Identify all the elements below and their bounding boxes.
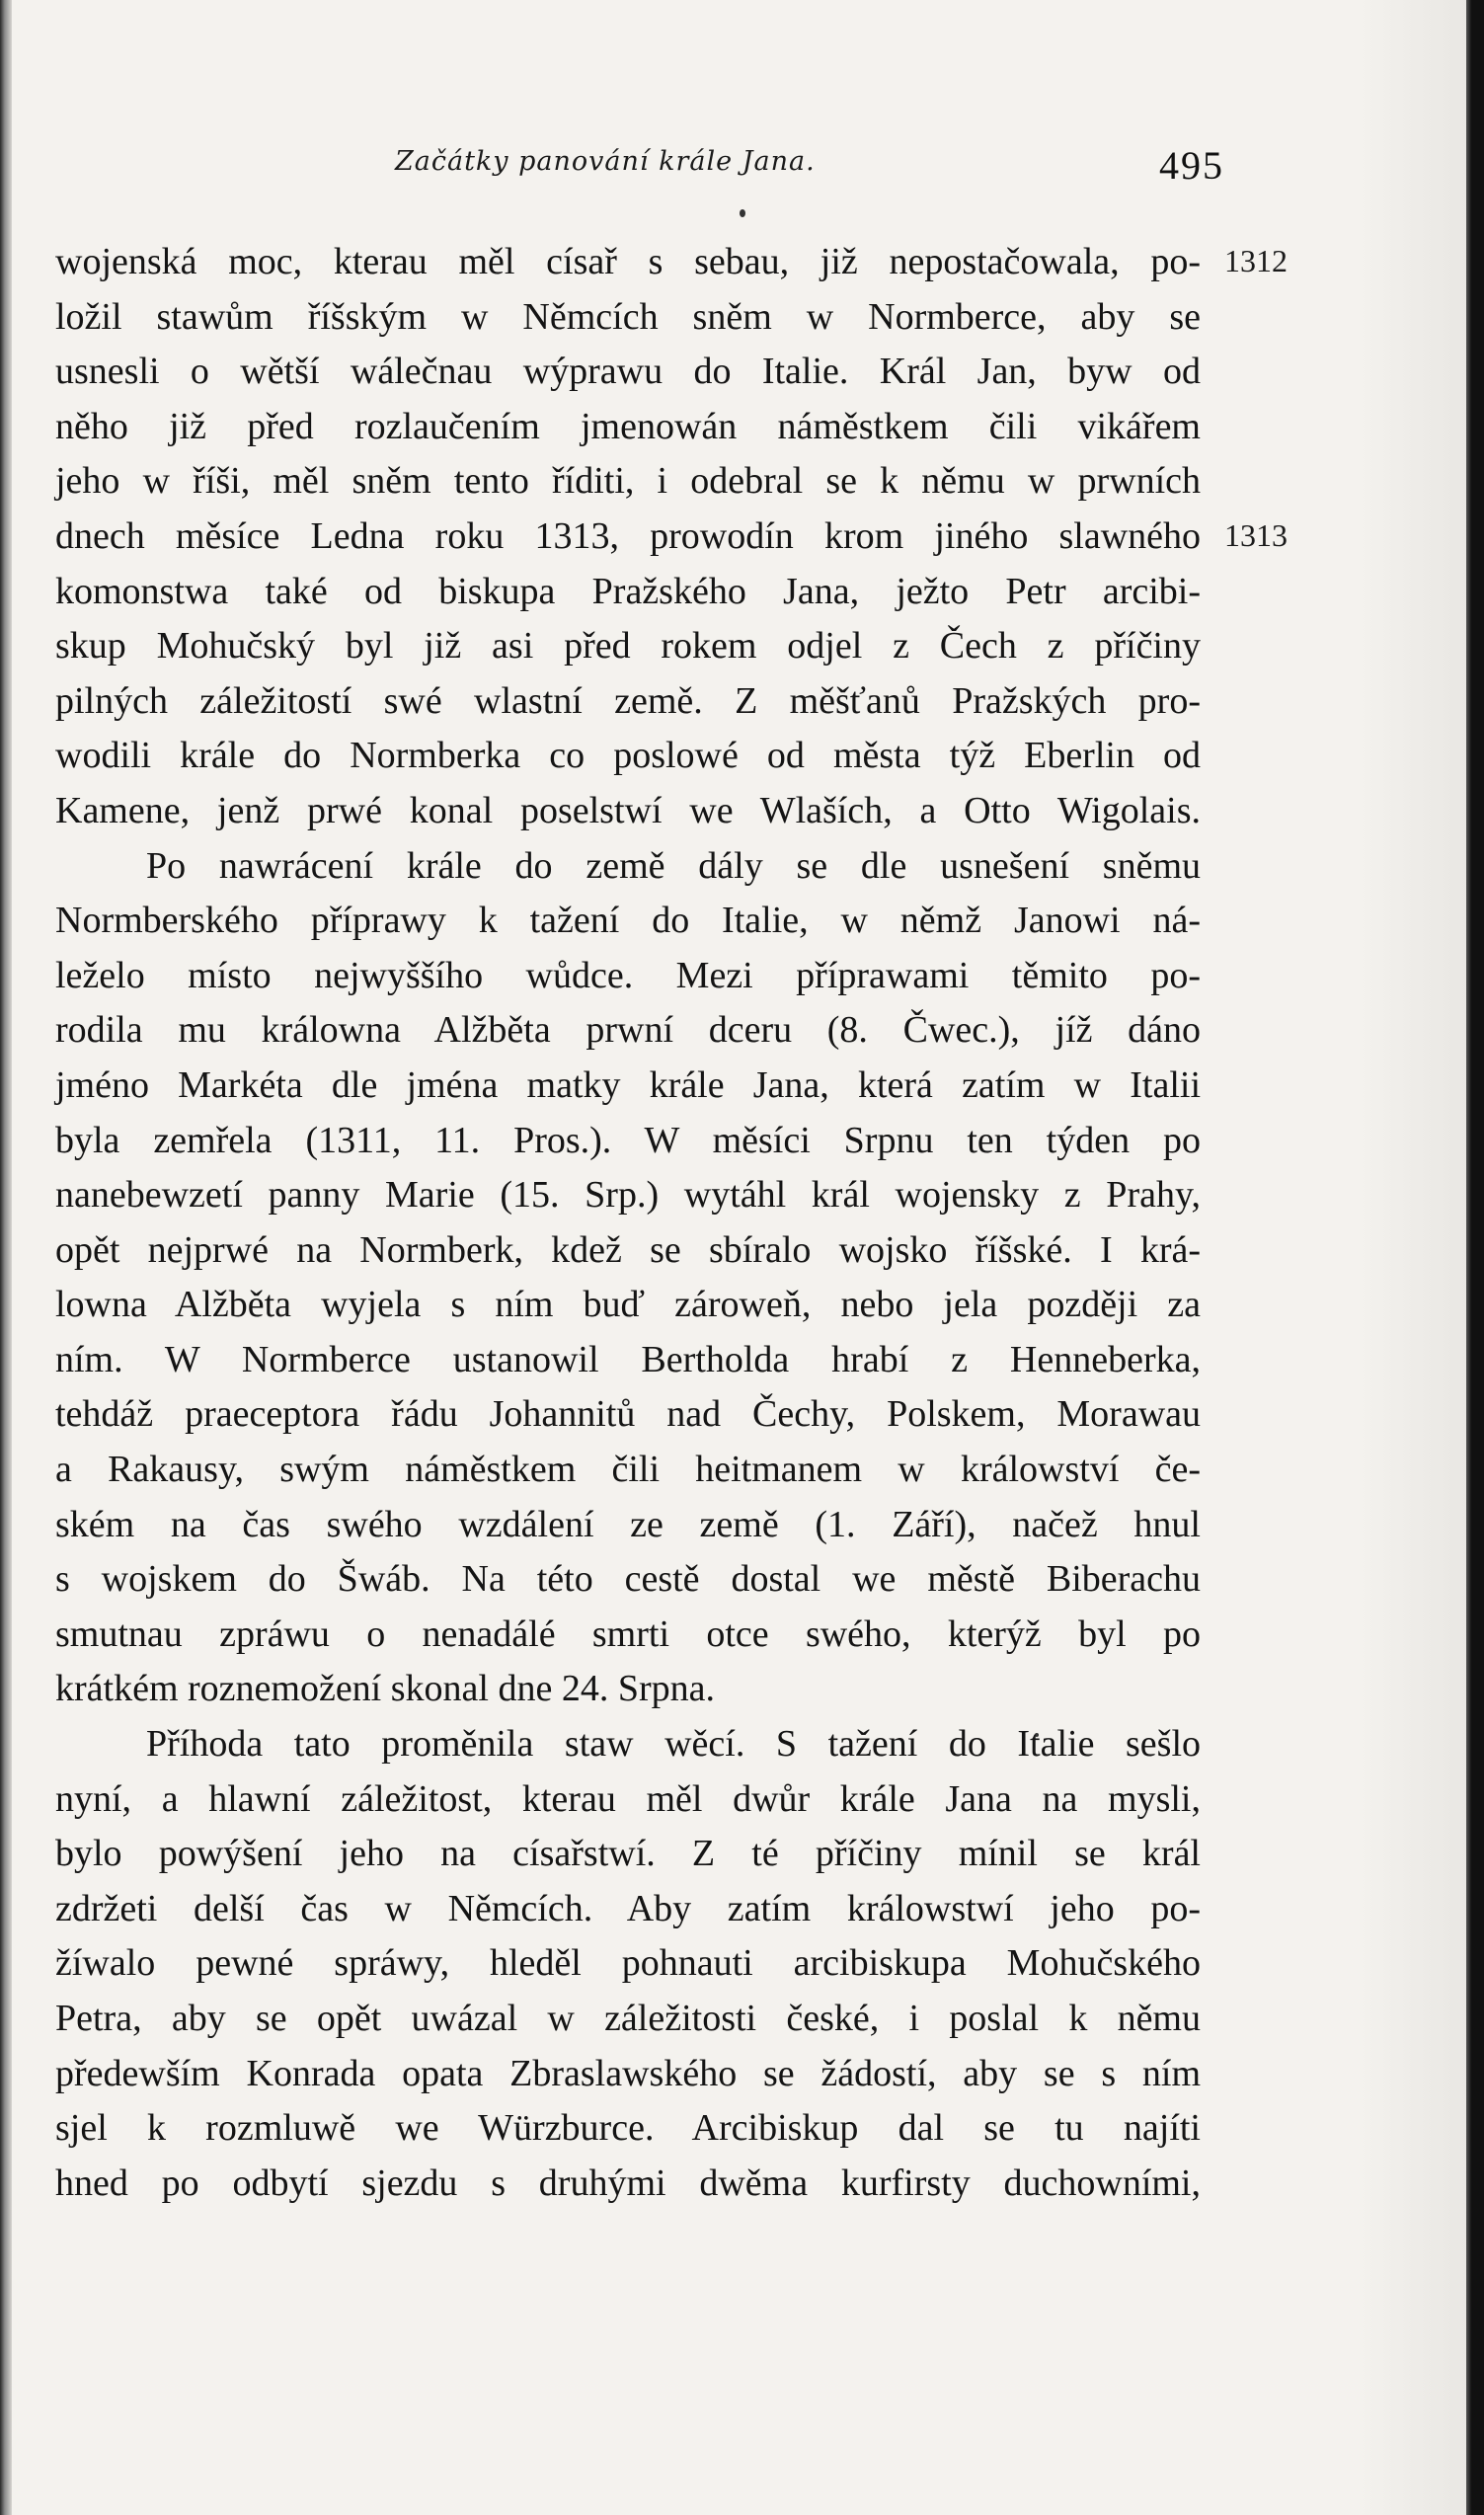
text-line: lowna Alžběta wyjela s ním buď zároweň, nebo jela později za [55,1284,1201,1326]
text-line: pilných záležitostí swé wlastní země. Z měšťanů Pražských pro- [55,679,1201,722]
text-line: bylo powýšení jeho na císařstwí. Z té příčiny mínil se král [55,1833,1201,1875]
text-line: dnech měsíce Ledna roku 1313, prowodín krom jiného slawného [55,514,1201,557]
page-number: 495 [1159,143,1224,188]
text-line: usnesli o wětší wálečnau wýprawu do Italie. Král Jan, byw od [55,351,1201,393]
text-line: leželo místo nejwyššího wůdce. Mezi příprawami těmito po- [55,954,1201,996]
text-line: jeho w říši, měl sněm tento říditi, i odebral se k němu w prwních [55,460,1201,503]
text-line: ložil stawům říšským w Němcích sněm w Normberce, aby se [55,295,1201,338]
print-speck [740,209,745,217]
text-line: rodila mu králowna Alžběta prwní dceru (8. Čwec.), jíž dáno [55,1009,1201,1052]
text-line: jméno Markéta dle jména matky krále Jana, která zatím w Italii [55,1063,1201,1106]
text-line: byla zemřela (1311, 11. Pros.). W měsíci Srpnu ten týden po [55,1119,1201,1161]
text-line: Normberského příprawy k tažení do Italie, w němž Janowi ná- [55,900,1201,942]
body-text [55,235,1201,2211]
text-line: zdržeti delší čas w Němcích. Aby zatím králowstwí jeho po- [55,1887,1201,1929]
margin-note-year: 1312 [1224,243,1288,278]
text-line: předewším Konrada opata Zbraslawského se žádostí, aby se s ním [55,2052,1201,2094]
text-line: wodili krále do Normberka co poslowé od města týž Eberlin od [55,735,1201,777]
text-line: žíwalo pewné spráwy, hleděl pohnauti arcibiskupa Mohučského [55,1942,1201,1985]
paragraph-last-line: krátkém roznemožení skonal dne 24. Srpna. [55,1668,715,1710]
page-right-edge-shadow [1466,0,1484,2515]
running-title: Začátky panování krále Jana. [395,146,816,177]
page-header [395,143,1224,196]
text-line: Kamene, jenž prwé konal poselstwí we Wlaších, a Otto Wigolais. [55,789,1201,831]
text-line: nyní, a hlawní záležitost, kterau měl dwůr krále Jana na mysli, [55,1777,1201,1820]
text-line: skup Mohučský byl již asi před rokem odjel z Čech z příčiny [55,625,1201,668]
text-line: wojenská moc, kterau měl císař s sebau, již nepostačowala, po- [55,241,1201,282]
text-line: ním. W Normberce ustanowil Bertholda hrabí z Henneberka, [55,1338,1201,1380]
text-line: s wojskem do Šwáb. Na této cestě dostal we městě Biberachu [55,1558,1201,1601]
text-line: Petra, aby se opět uwázal w záležitosti české, i poslal k němu [55,1998,1201,2039]
text-line: tehdáž praeceptora řádu Johannitů nad Čechy, Polskem, Morawau [55,1393,1201,1436]
paragraph-first-line: Po nawrácení krále do země dály se dle usnešení sněmu [146,844,1201,887]
text-line: hned po odbytí sjezdu s druhými dwěma kurfirsty duchowními, [55,2161,1201,2204]
text-line: něho již před rozlaučením jmenowán náměstkem čili vikářem [55,405,1201,447]
margin-note-year: 1313 [1224,517,1288,553]
page-right-margin [1358,0,1466,2515]
text-line: sjel k rozmluwě we Würzburce. Arcibiskup dal se tu najíti [55,2107,1201,2150]
text-line: smutnau zpráwu o nenadálé smrti otce swého, kterýž byl po [55,1612,1201,1655]
paragraph-first-line: Příhoda tato proměnila staw wěcí. S tažení do Italie sešlo [146,1723,1201,1766]
text-line: opět nejprwé na Normberk, kdež se sbíralo wojsko říšské. I krá- [55,1228,1201,1271]
text-line: a Rakausy, swým náměstkem čili heitmanem w králowství če- [55,1449,1201,1491]
page-left-edge-shadow [0,0,12,2515]
text-line: komonstwa také od biskupa Pražského Jana, ježto Petr arcibi- [55,570,1201,612]
text-line: ském na čas swého wzdálení ze země (1. Září), načež hnul [55,1503,1201,1545]
text-line: nanebewzetí panny Marie (15. Srp.) wytáhl král wojensky z Prahy, [55,1174,1201,1217]
